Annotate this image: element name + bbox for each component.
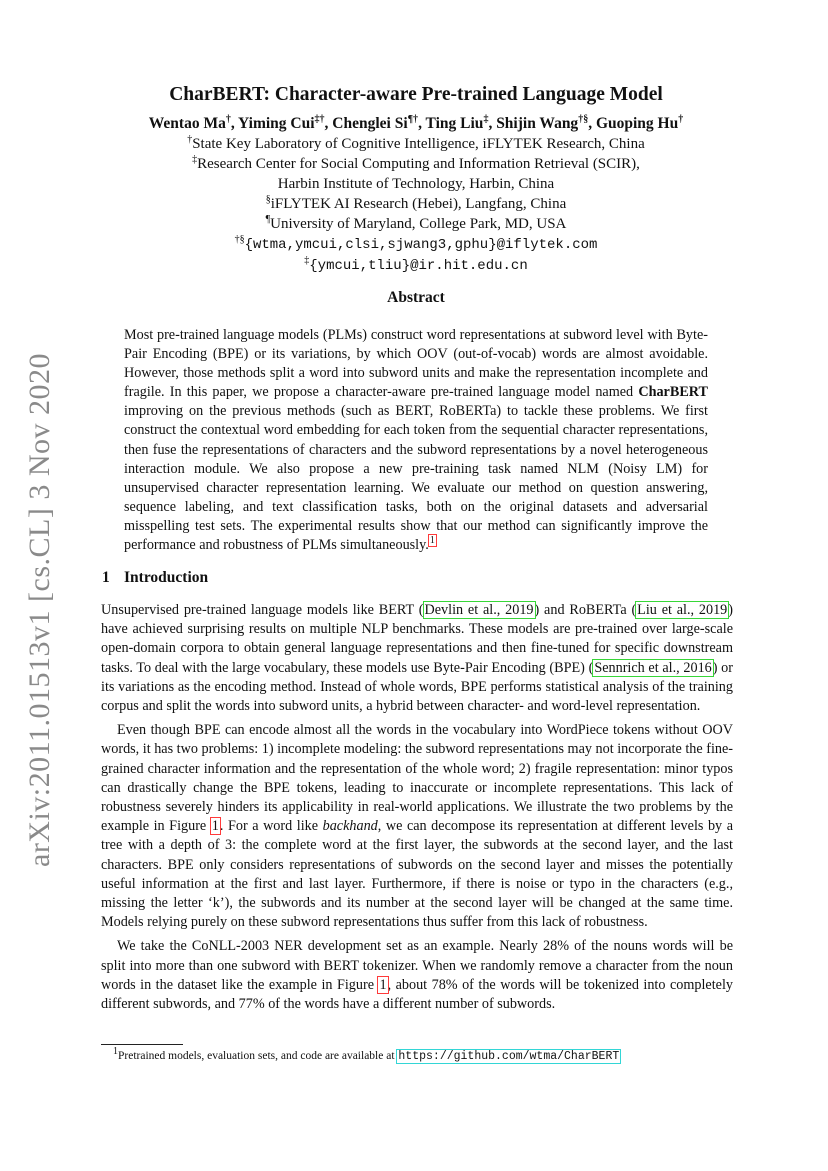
email-line: ‡{ymcui,tliu}@ir.hit.edu.cn <box>304 255 528 274</box>
author: Ting Liu‡ <box>425 113 489 132</box>
affiliation: †State Key Laboratory of Cognitive Intelligence, iFLYTEK Research, China <box>187 134 645 152</box>
citation-link[interactable]: Liu et al., 2019 <box>637 602 728 618</box>
author: Wentao Ma† <box>148 113 231 132</box>
email-line: †§{wtma,ymcui,clsi,sjwang3,gphu}@iflytek.com <box>234 234 598 253</box>
body-text <box>101 601 733 1019</box>
affiliation: §iFLYTEK AI Research (Hebei), Langfang, China <box>265 194 567 212</box>
figure-link[interactable]: 1 <box>379 976 387 993</box>
section-heading: 1 Introduction <box>102 569 209 586</box>
abstract-heading: Abstract <box>387 289 445 306</box>
code-url-link[interactable]: https://github.com/wtma/CharBERT <box>398 1050 620 1063</box>
author: Shijin Wang†§ <box>496 113 589 132</box>
affiliation: ¶University of Maryland, College Park, MD, USA <box>265 214 567 232</box>
figure-link[interactable]: 1 <box>211 818 219 835</box>
citation-link[interactable]: Sennrich et al., 2016 <box>594 659 712 676</box>
author: Chenglei Si¶† <box>332 113 419 132</box>
author: Guoping Hu† <box>595 113 684 132</box>
footnote: $^1$Pretrained models, evaluation sets, and code are available at https://github.com/wtma/CharBERT <box>113 1046 620 1063</box>
footnote-divider <box>101 1044 183 1045</box>
paper-title: CharBERT: Character-aware Pre-trained Language Model <box>169 84 663 105</box>
author-list: Wentao Ma†, Yiming Cui‡†, Chenglei Si¶†, Ting Liu‡, Shijin Wang†§, Guoping Hu† <box>148 113 684 132</box>
paragraph: Unsupervised pre-trained language models like BERT (Devlin et al., 2019) and RoBERTa (Liu et al., 2019) have achieved surprising results on multiple NLP benchmarks. These models are pre-trained over large-scale open-domain corpora to obtain general language representations and then fine-tuned for specific downstream tasks. To deal with the large vocabulary, these models use Byte-Pair Encoding (BPE) (Sennrich et al., 2016) or its variations as the encoding method. Instead of whole words, BPE performs statistical analysis of the training corpus and split the words into subword units, a hybrid between character- and word-level representation. <box>101 602 734 715</box>
affiliation: Harbin Institute of Technology, Harbin, China <box>277 176 555 192</box>
arxiv-side-stamp: arXiv:2011.01513v1 [cs.CL] 3 Nov 2020 <box>23 353 56 867</box>
author: Yiming Cui‡† <box>238 113 325 132</box>
citation-link[interactable]: Devlin et al., 2019 <box>424 602 534 618</box>
paragraph: Even though BPE can encode almost all the words in the vocabulary into WordPiece tokens without OOV words, it has two problems: 1) incomplete modeling: the subword representations may not incorporate the fine-grained character information and the representation of the whole word; 2) fragile representation: minor typos can drastically change the BPE tokens, leading to inaccurate or incomplete representations. This lack of robustness severely hinders its applicability in real-world applications. We illustrate the two problems by the example in Figure 1. For a word like backhand, we can decompose its representation at different levels by a tree with a depth of 3: the complete word at the first layer, the subwords at the second layer, and the last characters. BPE only considers representations of subwords on the second layer and misses the potentially useful information at the first and last layer. Furthermore, if there is noise or typo in the characters (e.g., missing the letter ‘k’), the subwords and its number at the second layer will be changed at the same time. Models relying purely on these subword representations thus suffer from this lack of robustness. <box>101 722 733 931</box>
footnote-link[interactable]: 1 <box>429 535 435 547</box>
affiliation: ‡Research Center for Social Computing and Information Retrieval (SCIR), <box>192 154 640 172</box>
paragraph: We take the CoNLL-2003 NER development set as an example. Nearly 28% of the nouns words will be split into more than one subword with BERT tokenizer. When we randomly remove a character from the noun words in the dataset like the example in Figure 1, about 78% of the words will be tokenized into completely different subwords, and 77% of the words have a different number of subwords. <box>101 938 733 1013</box>
paper-header <box>100 82 732 276</box>
abstract-text: Most pre-trained language models (PLMs) construct word representations at subword level with Byte-Pair Encoding (BPE) or its variations, by which OOV (out-of-vocab) words are almost avoidable. However, those methods split a word into subword units and make the representation incomplete and fragile. In this paper, we propose a character-aware pre-trained language model named CharBERT improving on the previous methods (such as BERT, RoBERTa) to tackle these problems. We first construct the contextual word embedding for each token from the sequential character representations, then fuse the representations of characters and the subword representations by a novel heterogeneous interaction module. We also propose a new pre-training task named NLM (Noisy LM) for unsupervised character representation learning. We evaluate our method on question answering, sequence labeling, and text classification tasks, both on the original datasets and adversarial misspelling test sets. The experimental results show that our method can significantly improve the performance and robustness of PLMs simultaneously.$^1$ <box>124 327 708 554</box>
